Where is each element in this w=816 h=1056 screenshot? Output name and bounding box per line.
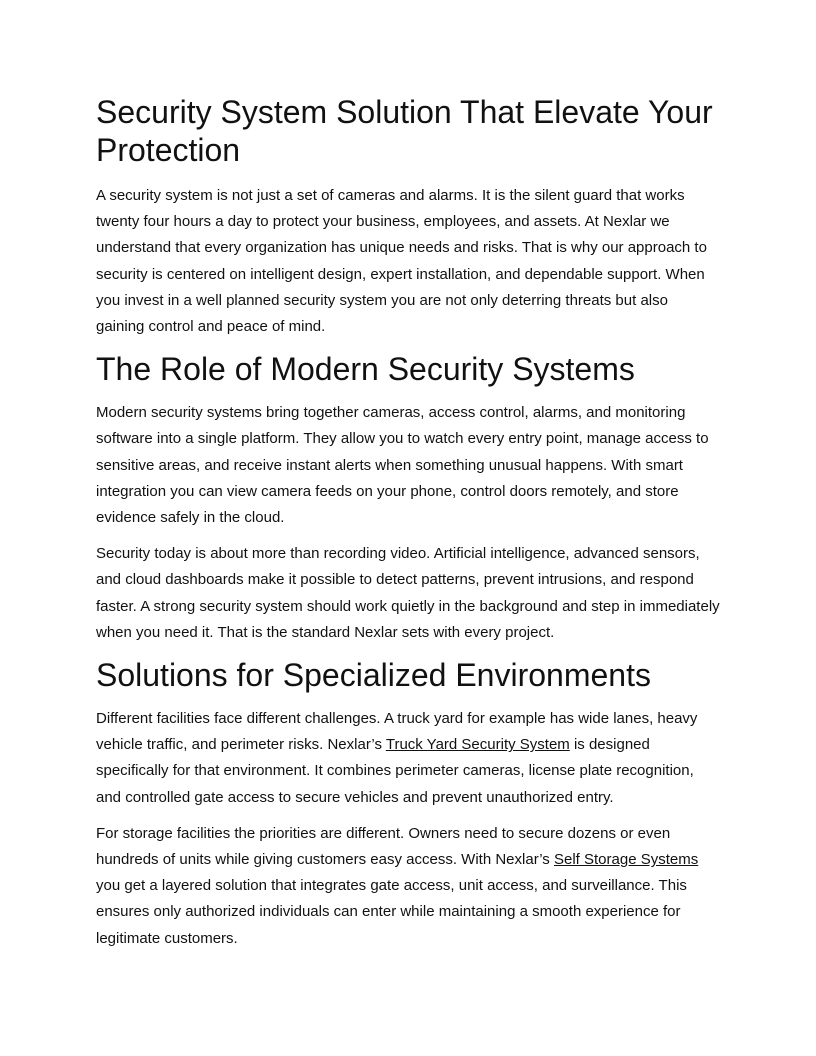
intro-paragraph: A security system is not just a set of cameras and alarms. It is the silent guard that works twenty four hours a day to protect your business, employees, and assets. At Nexlar we understand that every organization has unique needs and risks. That is why our approach to security is centered on intelligent design, expert installation, and dependable support. When you invest in a well planned security system you are not only deterring threats but also gaining control and peace of mind.: [96, 187, 707, 336]
page-title: Security System Solution That Elevate Your Protection: [96, 94, 713, 168]
truck-yard-security-link[interactable]: Truck Yard Security System: [385, 736, 570, 754]
specialized-paragraph-2: [96, 821, 720, 952]
modern-security-paragraph-1: Modern security systems bring together cameras, access control, alarms, and monitoring software into a single platform. They allow you to watch every entry point, manage access to sensitive areas, and receive instant alerts when something unusual happens. With smart integration you can view camera feeds on your phone, control doors remotely, and store evidence safely in the cloud.: [96, 404, 709, 527]
section-heading-modern-security: The Role of Modern Security Systems: [96, 351, 635, 388]
specialized-paragraph-1: [96, 706, 720, 811]
paragraph-text: Different facilities face different challenges. A truck yard for example has wide lanes, heavy vehicle traffic, and perimeter risks. Nexlar’s: [96, 710, 698, 754]
paragraph-text: is designed specifically for that environment. It combines perimeter cameras, license plate recognition, and controlled gate access to secure vehicles and prevent unauthorized entry.: [96, 736, 694, 806]
document-page: [96, 93, 720, 962]
modern-security-paragraph-2: Security today is about more than recording video. Artificial intelligence, advanced sensors, and cloud dashboards make it possible to detect patterns, prevent intrusions, and respond faster. A strong security system should work quietly in the background and step in immediately when you need it. That is the standard Nexlar sets with every project.: [96, 545, 720, 641]
self-storage-systems-link[interactable]: Self Storage Systems: [553, 851, 699, 869]
paragraph-text: you get a layered solution that integrates gate access, unit access, and surveillance. This ensures only authorized individuals can enter while maintaining a smooth experience for legitimate customers.: [96, 877, 687, 947]
paragraph-text: For storage facilities the priorities are different. Owners need to secure dozens or even hundreds of units while giving customers easy access. With Nexlar’s: [96, 824, 671, 869]
section-heading-specialized-environments: Solutions for Specialized Environments: [96, 657, 651, 694]
